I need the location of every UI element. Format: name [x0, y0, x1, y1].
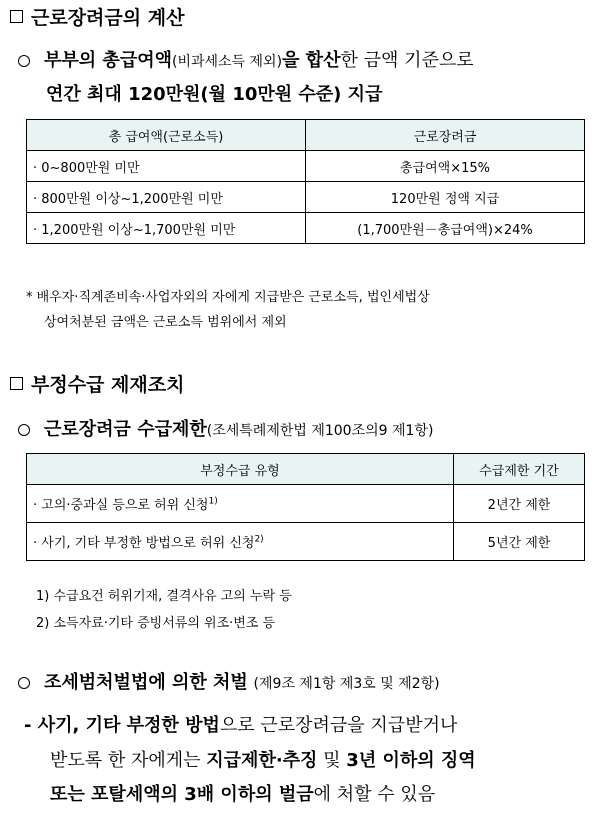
section2-bullet1	[18, 415, 433, 441]
section1-note-line2: 상여처분된 금액은 근로소득 범위에서 제외	[44, 315, 287, 330]
circle-bullet-icon	[18, 677, 30, 689]
section1-bullet1	[18, 46, 474, 72]
table-cell: 2년간 제한	[454, 485, 585, 523]
table-row	[27, 523, 585, 561]
bullet1-part2: (비과세소득 제외)	[171, 54, 283, 70]
dash-line3-normal: 에 처할 수 있음	[313, 784, 436, 805]
section2-title: 부정수급 제재조치	[31, 374, 185, 396]
circle-bullet-icon	[18, 55, 30, 67]
checkbox-square-icon	[10, 377, 23, 390]
dash-line-3	[50, 780, 435, 806]
section2-bullet2	[18, 668, 440, 694]
table-row	[27, 151, 585, 182]
footnote-2: 2) 소득자료·기타 증빙서류의 위조·변조 등	[36, 616, 276, 631]
dash-line2-a: 받도록 한 자에게는	[50, 750, 207, 771]
table-cell: 120만원 정액 지급	[306, 182, 585, 213]
footnote-marker: 1)	[208, 496, 218, 507]
table-cell	[27, 523, 454, 561]
dash-line1-normal: 으로 근로장려금을 지급받거나	[219, 715, 458, 736]
dash-line-2	[50, 746, 476, 772]
checkbox-square-icon	[10, 10, 23, 23]
dash-line2-b: 지급제한·추징	[206, 750, 318, 771]
section2-bullet2-part1: 조세범처벌법에 의한 처벌	[44, 672, 248, 693]
bullet1-part1: 부부의 총급여액	[44, 50, 172, 71]
section2-bullet2-part2: (제9조 제1항 제3호 및 제2항)	[253, 676, 440, 692]
table-row	[27, 213, 585, 244]
section2-title-row	[10, 370, 184, 397]
section1-bullet1-line2: 연간 최대 120만원(월 10만원 수준) 지급	[46, 84, 383, 105]
table-row	[27, 485, 585, 523]
table-header: 근로장려금	[306, 120, 585, 151]
table-cell: 총급여액×15%	[306, 151, 585, 182]
dash-line2-d: 3년 이하의 징역	[346, 750, 476, 771]
circle-bullet-icon	[18, 424, 30, 436]
table-header-row	[27, 120, 585, 151]
bullet1-part3: 을 합산	[282, 50, 341, 71]
table-header: 부정수급 유형	[27, 454, 454, 485]
section2-bullet1-part2: (조세특례제한법 제100조의9 제1항)	[206, 423, 434, 439]
bullet1-part4: 한 금액 기준으로	[340, 50, 474, 71]
dash-line1-bold: - 사기, 기타 부정한 방법	[24, 715, 220, 736]
table-cell: · 1,200만원 이상~1,700만원 미만	[27, 213, 306, 244]
table-cell: · 0~800만원 미만	[27, 151, 306, 182]
section1-title-row	[10, 3, 184, 30]
section1-title: 근로장려금의 계산	[31, 7, 185, 29]
table-row	[27, 182, 585, 213]
table-header: 수급제한 기간	[454, 454, 585, 485]
benefit-table	[26, 119, 585, 244]
section2-bullet1-part1: 근로장려금 수급제한	[44, 419, 207, 440]
table-cell	[27, 485, 454, 523]
dash-line3-bold: 또는 포탈세액의 3배 이하의 벌금	[50, 784, 314, 805]
table-header: 총 급여액(근로소득)	[27, 120, 306, 151]
section1-note-line1: * 배우자·직계존비속·사업자외의 자에게 지급받은 근로소득, 법인세법상	[26, 290, 430, 305]
restriction-type-text: · 고의·중과실 등으로 허위 신청	[33, 498, 209, 513]
table-cell: 5년간 제한	[454, 523, 585, 561]
restriction-type-text: · 사기, 기타 부정한 방법으로 허위 신청	[33, 536, 255, 551]
dash-line2-c: 및	[317, 750, 347, 771]
table-header-row	[27, 454, 585, 485]
table-cell: · 800만원 이상~1,200만원 미만	[27, 182, 306, 213]
dash-line-1	[24, 711, 457, 737]
footnote-marker: 2)	[254, 534, 264, 545]
restriction-table	[26, 453, 585, 561]
footnote-1: 1) 수급요건 허위기재, 결격사유 고의 누락 등	[36, 589, 292, 604]
table-cell: (1,700만원－총급여액)×24%	[306, 213, 585, 244]
